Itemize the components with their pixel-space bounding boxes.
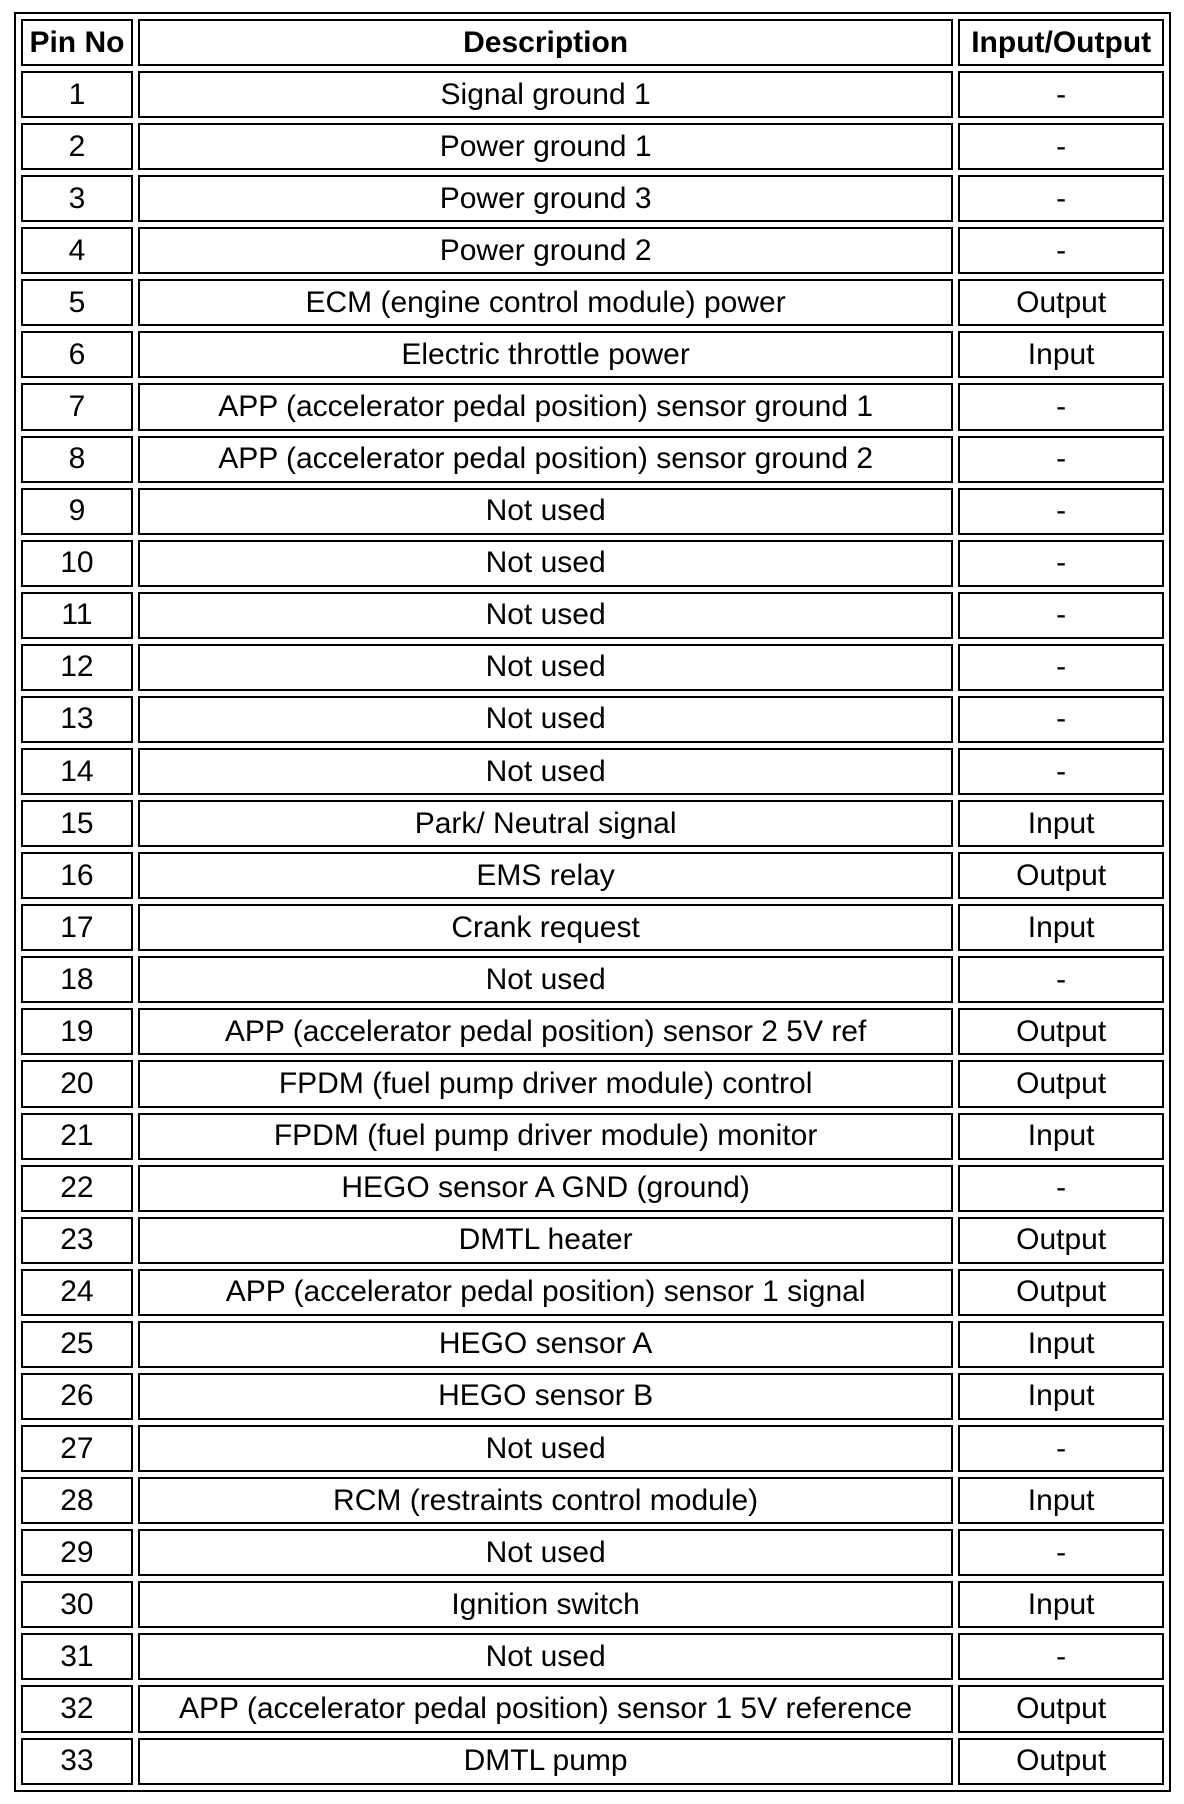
input-output-cell: -	[958, 488, 1164, 535]
table-row	[21, 1477, 1164, 1524]
pin-number-cell: 7	[21, 383, 133, 430]
pin-number-cell: 26	[21, 1373, 133, 1420]
input-output-cell: -	[958, 436, 1164, 483]
description-cell: APP (accelerator pedal position) sensor ground 1	[138, 383, 953, 430]
table-row	[21, 1113, 1164, 1160]
table-row	[21, 1217, 1164, 1264]
input-output-cell: -	[958, 1425, 1164, 1472]
table-row	[21, 644, 1164, 691]
description-cell: EMS relay	[138, 852, 953, 899]
pin-number-cell: 31	[21, 1633, 133, 1680]
table-row	[21, 1008, 1164, 1055]
pin-number-cell: 13	[21, 696, 133, 743]
table-row	[21, 1165, 1164, 1212]
table-row	[21, 279, 1164, 326]
description-cell: RCM (restraints control module)	[138, 1477, 953, 1524]
input-output-cell: -	[958, 540, 1164, 587]
pin-number-cell: 22	[21, 1165, 133, 1212]
description-cell: Not used	[138, 1425, 953, 1472]
description-cell: Ignition switch	[138, 1581, 953, 1628]
input-output-cell: Input	[958, 1581, 1164, 1628]
table-row	[21, 1060, 1164, 1107]
pin-number-cell: 16	[21, 852, 133, 899]
description-cell: APP (accelerator pedal position) sensor 1 5V reference	[138, 1685, 953, 1732]
description-cell: Not used	[138, 592, 953, 639]
pin-number-cell: 2	[21, 123, 133, 170]
table-row	[21, 436, 1164, 483]
pin-number-cell: 24	[21, 1269, 133, 1316]
description-cell: Crank request	[138, 904, 953, 951]
input-output-cell: -	[958, 123, 1164, 170]
table-row	[21, 748, 1164, 795]
pin-number-cell: 32	[21, 1685, 133, 1732]
input-output-cell: Output	[958, 1008, 1164, 1055]
pin-number-cell: 17	[21, 904, 133, 951]
input-output-cell: -	[958, 748, 1164, 795]
description-cell: Power ground 2	[138, 227, 953, 274]
description-cell: Not used	[138, 956, 953, 1003]
pin-number-cell: 3	[21, 175, 133, 222]
pin-number-cell: 27	[21, 1425, 133, 1472]
table-row	[21, 1373, 1164, 1420]
table-row	[21, 383, 1164, 430]
table-row	[21, 227, 1164, 274]
input-output-cell: -	[958, 175, 1164, 222]
description-cell: HEGO sensor B	[138, 1373, 953, 1420]
table-row	[21, 1581, 1164, 1628]
description-cell: APP (accelerator pedal position) sensor ground 2	[138, 436, 953, 483]
input-output-cell: Output	[958, 1685, 1164, 1732]
input-output-cell: -	[958, 956, 1164, 1003]
input-output-cell: Input	[958, 1113, 1164, 1160]
pin-table	[14, 12, 1171, 1792]
description-cell: Not used	[138, 488, 953, 535]
description-cell: Power ground 3	[138, 175, 953, 222]
description-cell: Power ground 1	[138, 123, 953, 170]
input-output-cell: Input	[958, 800, 1164, 847]
description-cell: Park/ Neutral signal	[138, 800, 953, 847]
description-cell: Not used	[138, 696, 953, 743]
description-cell: Not used	[138, 748, 953, 795]
description-cell: FPDM (fuel pump driver module) monitor	[138, 1113, 953, 1160]
table-body	[21, 71, 1164, 1785]
table-row	[21, 1633, 1164, 1680]
table-row	[21, 1425, 1164, 1472]
table-row	[21, 123, 1164, 170]
description-cell: DMTL heater	[138, 1217, 953, 1264]
pin-number-cell: 33	[21, 1738, 133, 1786]
table-row	[21, 1738, 1164, 1786]
description-cell: HEGO sensor A GND (ground)	[138, 1165, 953, 1212]
pin-number-cell: 19	[21, 1008, 133, 1055]
table-row	[21, 488, 1164, 535]
description-cell: DMTL pump	[138, 1738, 953, 1786]
header-input-output: Input/Output	[958, 19, 1164, 66]
pin-number-cell: 1	[21, 71, 133, 118]
pin-number-cell: 28	[21, 1477, 133, 1524]
pin-number-cell: 18	[21, 956, 133, 1003]
input-output-cell: Output	[958, 1060, 1164, 1107]
pin-number-cell: 15	[21, 800, 133, 847]
table-row	[21, 71, 1164, 118]
description-cell: ECM (engine control module) power	[138, 279, 953, 326]
pin-number-cell: 6	[21, 331, 133, 378]
input-output-cell: -	[958, 227, 1164, 274]
input-output-cell: Output	[958, 852, 1164, 899]
input-output-cell: -	[958, 696, 1164, 743]
description-cell: HEGO sensor A	[138, 1321, 953, 1368]
pin-number-cell: 10	[21, 540, 133, 587]
input-output-cell: Input	[958, 1321, 1164, 1368]
input-output-cell: Output	[958, 1269, 1164, 1316]
description-cell: APP (accelerator pedal position) sensor 1 signal	[138, 1269, 953, 1316]
input-output-cell: Output	[958, 1217, 1164, 1264]
pin-number-cell: 14	[21, 748, 133, 795]
pin-number-cell: 8	[21, 436, 133, 483]
input-output-cell: Input	[958, 904, 1164, 951]
input-output-cell: -	[958, 1633, 1164, 1680]
header-pin-no: Pin No	[21, 19, 133, 66]
table-row	[21, 956, 1164, 1003]
pin-number-cell: 5	[21, 279, 133, 326]
description-cell: Not used	[138, 540, 953, 587]
input-output-cell: Input	[958, 1373, 1164, 1420]
table-row	[21, 175, 1164, 222]
input-output-cell: -	[958, 592, 1164, 639]
table-row	[21, 592, 1164, 639]
pin-number-cell: 25	[21, 1321, 133, 1368]
description-cell: Not used	[138, 1529, 953, 1576]
table-row	[21, 800, 1164, 847]
pin-number-cell: 20	[21, 1060, 133, 1107]
pin-number-cell: 30	[21, 1581, 133, 1628]
table-row	[21, 1321, 1164, 1368]
table-header	[21, 19, 1164, 66]
pin-number-cell: 4	[21, 227, 133, 274]
table-row	[21, 540, 1164, 587]
table-row	[21, 331, 1164, 378]
input-output-cell: -	[958, 644, 1164, 691]
pin-number-cell: 29	[21, 1529, 133, 1576]
input-output-cell: Output	[958, 1738, 1164, 1786]
description-cell: FPDM (fuel pump driver module) control	[138, 1060, 953, 1107]
description-cell: Electric throttle power	[138, 331, 953, 378]
pin-number-cell: 12	[21, 644, 133, 691]
description-cell: APP (accelerator pedal position) sensor 2 5V ref	[138, 1008, 953, 1055]
header-description: Description	[138, 19, 953, 66]
header-row	[21, 19, 1164, 66]
pin-number-cell: 9	[21, 488, 133, 535]
table-row	[21, 1685, 1164, 1732]
pin-number-cell: 23	[21, 1217, 133, 1264]
input-output-cell: -	[958, 1529, 1164, 1576]
description-cell: Signal ground 1	[138, 71, 953, 118]
input-output-cell: -	[958, 383, 1164, 430]
table-row	[21, 696, 1164, 743]
input-output-cell: Output	[958, 279, 1164, 326]
input-output-cell: -	[958, 71, 1164, 118]
input-output-cell: Input	[958, 1477, 1164, 1524]
pin-number-cell: 21	[21, 1113, 133, 1160]
table-row	[21, 852, 1164, 899]
table-row	[21, 1269, 1164, 1316]
input-output-cell: Input	[958, 331, 1164, 378]
description-cell: Not used	[138, 644, 953, 691]
table-row	[21, 1529, 1164, 1576]
input-output-cell: -	[958, 1165, 1164, 1212]
table-row	[21, 904, 1164, 951]
pin-number-cell: 11	[21, 592, 133, 639]
description-cell: Not used	[138, 1633, 953, 1680]
